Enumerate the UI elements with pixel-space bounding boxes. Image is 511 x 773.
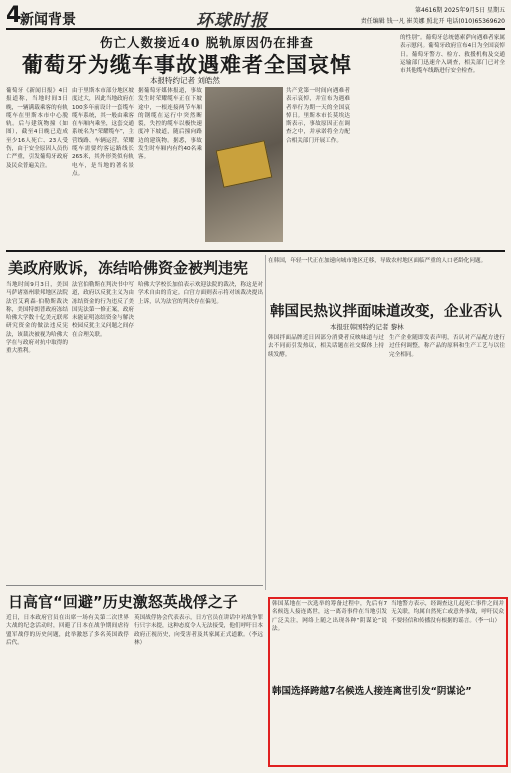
top-story-kicker: 伤亡人数接近40 脱轨原因仍在排查 <box>100 35 314 50</box>
story2-col-3: 哈佛大学校长加伯表示欢迎法院的裁决，称这是对学术自由的肯定。白宫方面则表示将对该裁决提出上诉，认为法官的判决存在偏见。 <box>138 282 263 305</box>
story3-col-2: 生产企业随即发表声明，否认对产品配方进行过任何调整，称产品的原料和生产工艺与以往完全相同。 <box>389 335 505 358</box>
masthead <box>6 4 505 30</box>
story4-col-1: 近日，日本政府官员在出席一场有关第二次世界大战的纪念活动时，回避了日本在战争期间虐待盟军战俘的历史问题，此举激怒了多名英国战俘后代。 <box>6 615 129 646</box>
story3-headline: 韩国民热议拌面味道改变，企业否认 <box>270 304 502 320</box>
newspaper-logo: 环球时报 <box>196 11 268 31</box>
cable-car-photo <box>205 87 283 242</box>
story2-col-1: 当地时间9月3日，美国马萨诸塞州联邦地区法院法官艾莉森·伯勒斯裁决称，美国特朗普政府冻结哈佛大学数十亿美元联邦研究资金的做法违反宪法，该裁决被视为哈佛大学在与政府对抗中取得的重大胜利。 <box>6 282 68 355</box>
section-name: 新闻背景 <box>20 12 76 28</box>
story3-col-1: 韩国拌面品牌近日因部分消费者反映味道与过去不同而引发热议，相关话题在社交媒体上持续发酵。 <box>268 335 384 358</box>
top-story-col-1: 葡萄牙《新闻日报》4日报道称，当地时间3日晚，一辆满载乘客的有轨缆车在里斯本市中心脱轨。后与建筑物撞（如图），截至4日晚已造成至少16人死亡、23人受伤，由于安全原因人员伤亡严重，引发葡萄牙政府及民众普遍关注。 <box>6 88 68 169</box>
story5-headline: 韩国选择跨越7名候选人接连离世引发“阴谋论” <box>272 686 472 697</box>
top-story-col-3: 据葡萄牙媒体报道，事故发生时荣耀缆车正在下坡途中，一根连接两节车厢的钢缆在运行中突然断裂，失控的缆车以极快速度冲下坡道，随后撞向路边的建筑物。据悉，事故发生时车厢内有约40名乘客。 <box>138 88 202 161</box>
top-story-byline: 本报特约记者 刘皓然 <box>150 76 220 85</box>
column-divider <box>265 255 266 590</box>
editor-line: 责任编辑 钱一凡 崔美娜 照北开 电话(010)65369620 <box>360 18 505 25</box>
story4-col-2: 英国战俘协会代表表示，日方官员在讲话中对战争罪行只字未提，这种态度令人无法接受，他们呼吁日本政府正视历史，向受害者及其家属正式道歉。（李远林） <box>134 615 263 646</box>
page-number: 4 <box>6 3 22 28</box>
story2-headline: 美政府败诉，冻结哈佛资金被判违宪 <box>8 259 249 277</box>
top-story-col-4: 共产党第一时间向遇难者表示哀悼，并宣布为遇难者举行为期一天的全国哀悼日。里斯本市长莫埃达斯表示，事故原因正在调查之中，并承诺将全力配合相关部门开展工作。 <box>286 88 350 144</box>
top-story-col-2: 由于里斯本市部分地区坡度过大，因此当地政府在100多年前设计一套缆车缆车系统，其一般由乘客在车厢内乘坐，这套交通系统名为“荣耀缆车”，主营线路、车辆运营。荣耀缆车需要约客运路线长265米，其外形类似有轨电车，是当地的著名景点。 <box>72 88 134 177</box>
story4-headline: 日高官“回避”历史激怒英战俘之子 <box>8 593 238 611</box>
tram-shape <box>216 140 273 188</box>
section-divider-2 <box>6 585 263 586</box>
story2-col-4: 在韩国，年轻一代正在加速向城市地区迁移，导致农村地区面临严重的人口老龄化问题。 <box>268 258 487 264</box>
top-story-col-5: 的性别”。葡萄牙总统德索萨向遇难者家属表示慰问。葡萄牙政府宣布4日为全国哀悼日。葡萄牙警方、检方、救援机构及交通运输部门迅速介入调查，相关部门已对全市其他缆车线路进行安全检查。 <box>400 35 505 75</box>
story5-col-2: 当地警方表示，经调查这几起死亡事件之间并无关联，均属自然死亡或意外事故，呼吁民众不要轻信和传播没有根据的谣言。（李一山） <box>391 601 504 624</box>
story3-byline: 本报驻韩国特约记者 黎林 <box>330 323 404 331</box>
story5-col-1: 韩国某地在一次选举的筹备过程中，先后有7名候选人接连离世，这一离奇事件在当地引发广泛关注，网络上随之出现各种“阴谋论”说法。 <box>272 601 387 632</box>
issue-line: 第4616期 2025年9月5日 星期五 <box>415 7 505 14</box>
story2-col-2: 法官伯勒斯在判决书中写道，政府以反犹主义为由冻结资金的行为违反了美国宪法第一修正案，政府未能证明冻结资金与解决校园反犹主义问题之间存在合理关联。 <box>72 282 134 338</box>
top-story-headline: 葡萄牙为缆车事故遇难者全国哀悼 <box>22 53 352 77</box>
section-divider-1 <box>6 250 505 252</box>
